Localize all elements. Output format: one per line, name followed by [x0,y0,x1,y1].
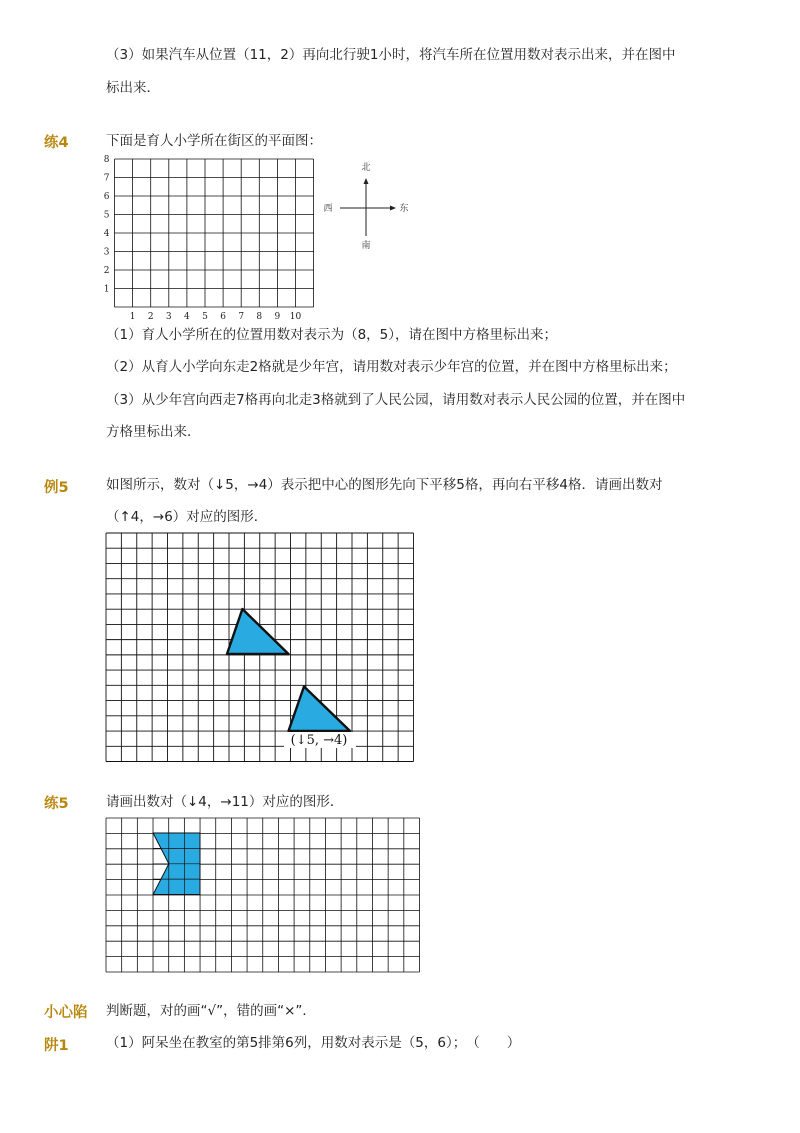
example5-line2: （↑4，→6）对应的图形． [106,509,268,525]
trap-tag-2: 阱1 [44,1038,69,1054]
compass-west: 西 [323,204,333,214]
y-tick-label: 7 [103,173,110,184]
example5-line1: 如图所示，数对（↓5，→4）表示把中心的图形先向下平移5格，再向右平移4格．请画出数对 [106,477,663,493]
compass-south: 南 [361,241,371,251]
x-tick-label: 1 [129,312,136,322]
x-tick-label: 3 [165,312,172,322]
coordinate-grid-8x10 [100,155,333,322]
x-tick-label: 8 [256,312,263,322]
compass-north: 北 [361,163,371,173]
trap-q1: （1）阿呆坐在教室的第5排第6列，用数对表示是（5，6）； （ ） [106,1035,521,1051]
practice4-q3-line2: 方格里标出来． [106,424,201,440]
x-tick-label: 9 [274,312,281,322]
y-tick-label: 4 [103,229,110,239]
practice4-q3-line1: （3）从少年宫向西走7格再向北走3格就到了人民公园，请用数对表示人民公园的位置，并在图中 [106,392,686,408]
practice5-tag: 练5 [44,796,69,812]
practice4-intro: 下面是育人小学所在街区的平面图： [106,133,322,149]
practice5-line1: 请画出数对（↓4，→11）对应的图形． [106,794,344,810]
original-triangle [227,609,289,654]
practice4-q2: （2）从育人小学向东走2格就是少年宫，请用数对表示少年宫的位置，并在图中方格里标出来； [106,359,677,375]
practice4-tag: 练4 [44,135,69,151]
pair-label: (↓5, →4) [290,733,348,748]
example5-tag: 例5 [44,480,69,496]
part3-line2: 标出来． [106,80,160,96]
translation-grid-example [105,532,415,762]
x-tick-label: 4 [184,312,190,322]
compass-north-arrow-icon [364,178,369,184]
translated-triangle [289,687,351,732]
compass-rose [318,158,418,258]
practice4-q1: （1）育人小学所在的位置用数对表示为（8，5），请在图中方格里标出来； [106,327,558,343]
trap-text: 判断题，对的画“√”，错的画“×”． [106,1003,316,1019]
y-tick-label: 3 [103,247,110,258]
part3-line1: （3）如果汽车从位置（11，2）再向北行驶1小时，将汽车所在位置用数对表示出来，并在图中 [106,47,676,63]
x-tick-label: 6 [220,312,226,322]
y-tick-label: 6 [103,192,110,202]
compass-east: 东 [399,204,409,214]
translation-grid-practice [105,817,425,977]
x-tick-label: 10 [289,312,302,322]
y-tick-label: 5 [103,210,110,221]
x-tick-label: 5 [202,312,208,322]
y-tick-label: 8 [103,155,110,165]
compass-east-arrow-icon [390,206,396,211]
trap-tag: 小心陷 [44,1005,88,1021]
x-tick-label: 7 [238,312,245,322]
y-tick-label: 2 [103,266,110,276]
x-tick-label: 2 [147,312,154,322]
y-tick-label: 1 [103,284,110,295]
